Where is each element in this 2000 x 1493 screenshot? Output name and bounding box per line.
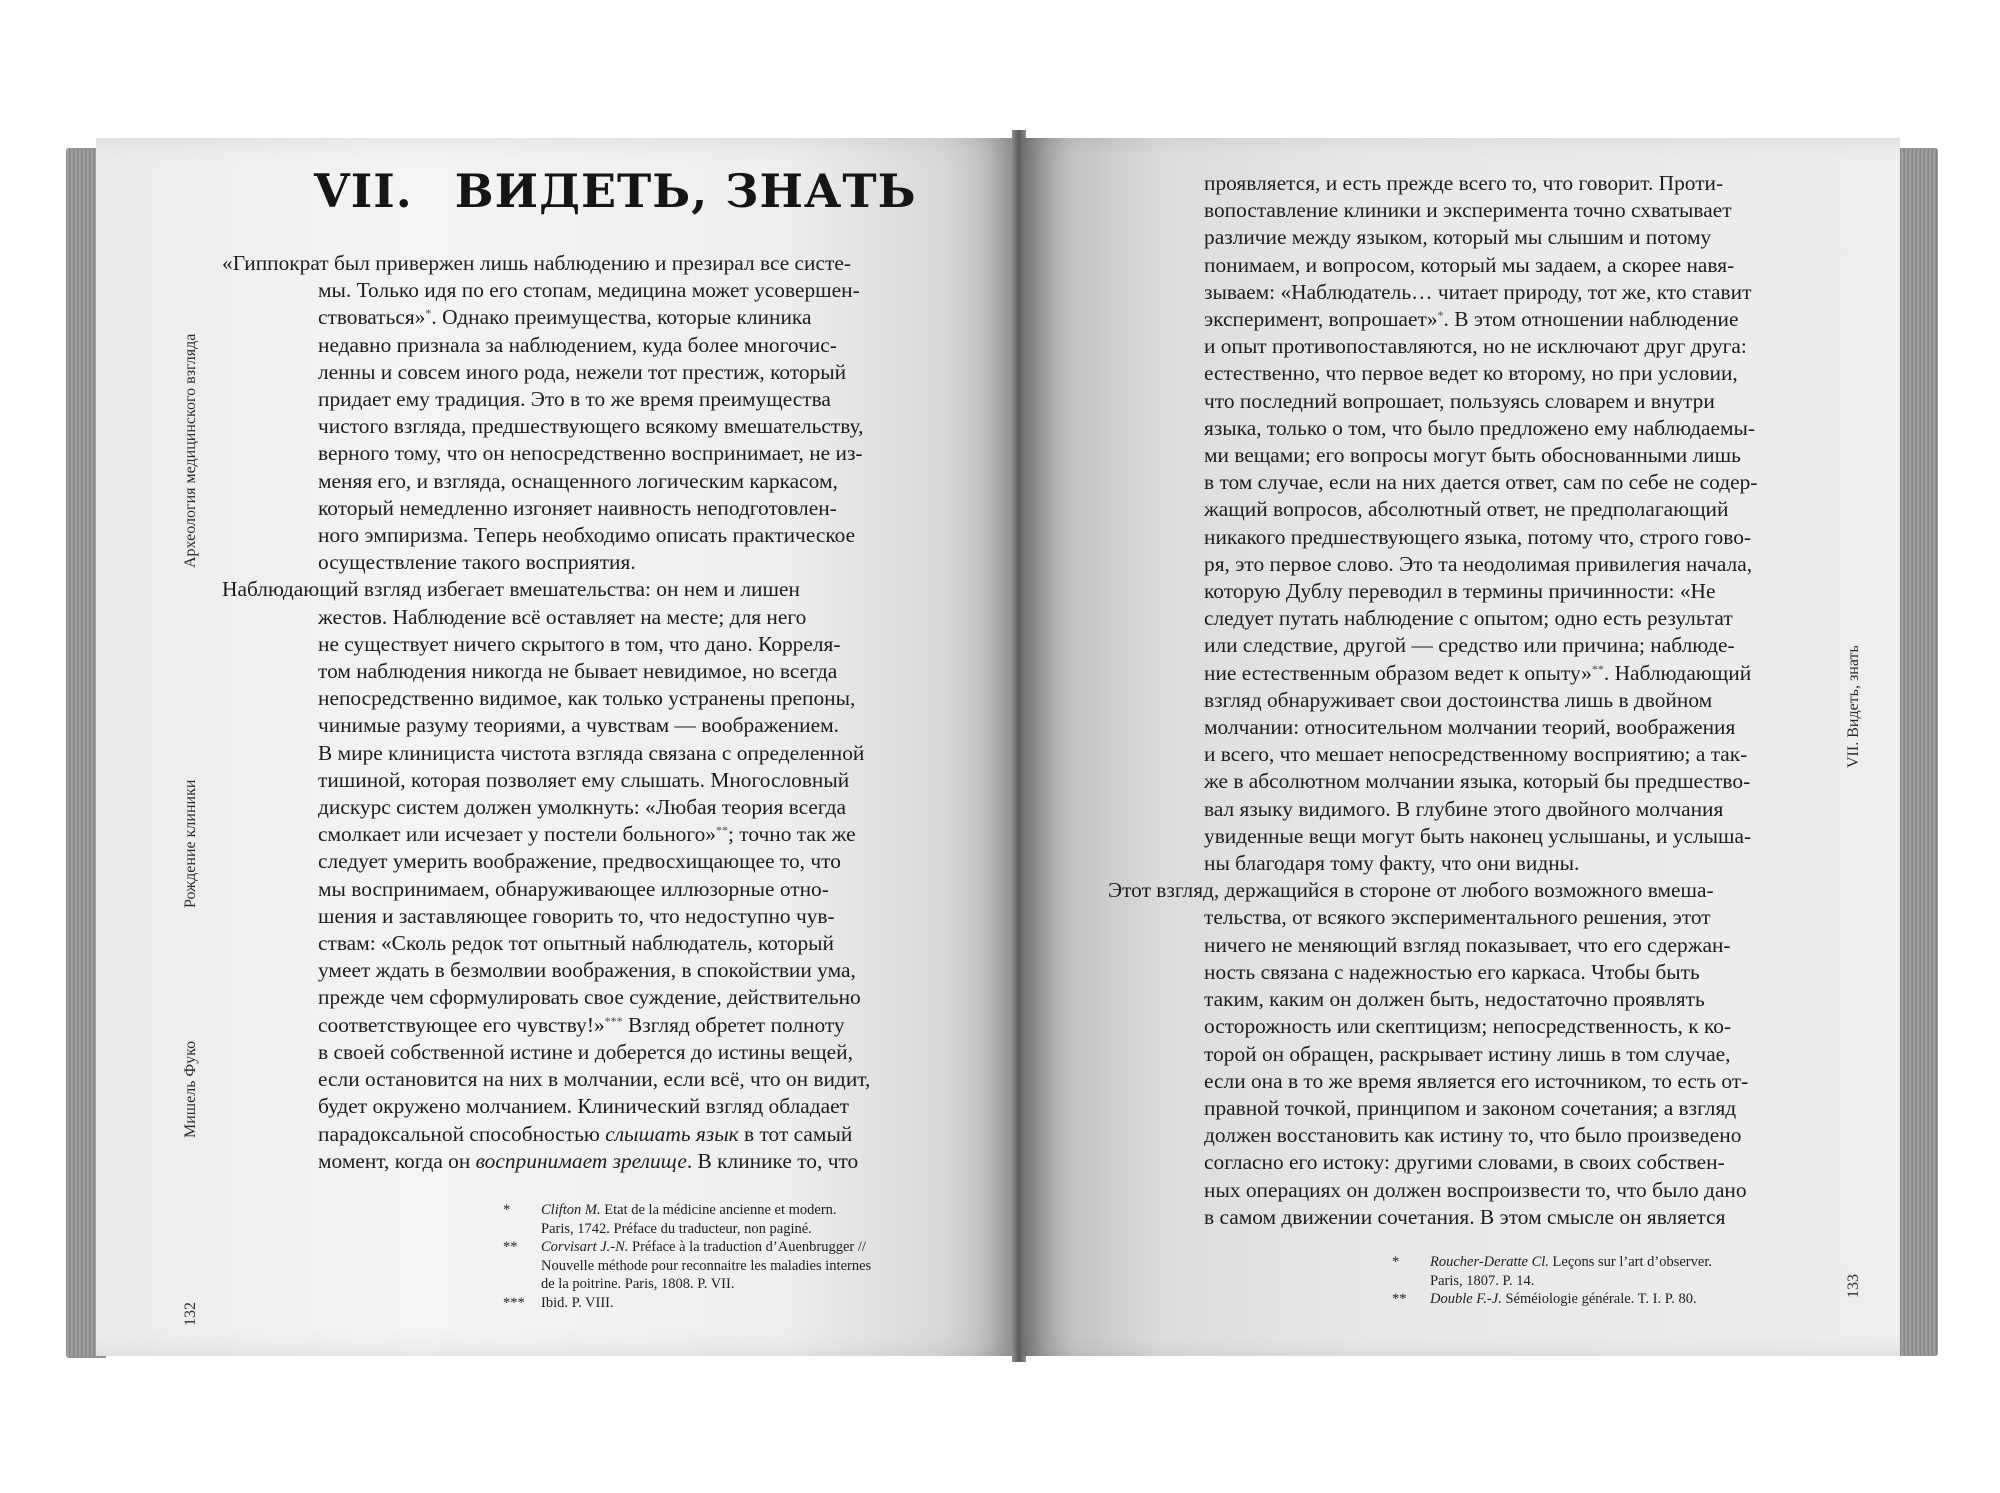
left-paragraph-1: «Гиппократ был привержен лишь наблюдению и презирал все систе- мы. Только идя по его стопам, медицина может усовершен- ствоваться»*. Однако преимущества, которые клиника недавно признала за наблюдением, куда более многочис- ленны и совсем иного рода, нежели тот престиж, который придает ему традиция. Это в то же время преимущества чистого взгляда, предшествующего всякому вмешательству, верного тому, что он непосредственно воспринимает, не из- меняя его, и взгляда, оснащенного логическим каркасом, который немедленно изгоняет наивность неподготовлен- ного эмпиризма. Теперь необходимо описать практическое осуществление такого восприятия.: [222, 251, 864, 575]
right-page-edges: [1896, 148, 1938, 1356]
left-body-text: [222, 250, 1016, 1175]
footnote-ref: ***: [604, 1013, 623, 1028]
running-head-left-bottom: Мишель Фуко: [182, 1040, 199, 1138]
footnote: * Clifton M. Etat de la médicine ancienne et modern. Paris, 1742. Préface du traducteur, non paginé.: [503, 1202, 837, 1237]
chapter-heading: [314, 164, 917, 218]
left-footnotes: [503, 1201, 943, 1312]
footnote-ref: *: [1437, 308, 1444, 323]
running-head-right: VII. Видеть, знать: [1845, 645, 1862, 768]
running-head-left-top: Археология медицинского взгляда: [182, 333, 199, 568]
footnote: * Roucher-Deratte Cl. Leçons sur l’art d’observer. Paris, 1807. P. 14.: [1392, 1254, 1712, 1289]
running-head-left-middle: Рождение клиники: [182, 779, 199, 908]
footnote: ** Corvisart J.-N. Préface à la traduction d’Auenbrugger // Nouvelle méthode pour reconnaitre les maladies internes de la poitrine. Paris, 1808. P. VII.: [503, 1239, 872, 1292]
chapter-title: ВИДЕТЬ, ЗНАТЬ: [454, 164, 917, 218]
footnote-ref: **: [715, 823, 728, 838]
right-body-text: [1108, 170, 1868, 1231]
left-paragraph-2: Наблюдающий взгляд избегает вмешательства: он нем и лишен жестов. Наблюдение всё оставляет на месте; для него не существует ничего скрытого в том, что дано. Корреля- том наблюдения никогда не бывает невидимое, но всегда непосредственно видимое, как только устранены препоны, чинимые разуму теориями, а чувствам — воображением. В мире клинициста чистота взгляда связана с определенной тишиной, которая позволяет ему слышать. Многословный дискурс систем должен умолкнуть: «Любая теория всегда смолкает или исчезает у постели больного»**; точно так же следует умерить воображение, предвосхищающее то, что мы воспринимаем, обнаруживающее иллюзорные отно- шения и заставляющее говорить то, что недоступно чув- ствам: «Сколь редок тот опытный наблюдатель, который умеет ждать в безмолвии воображения, в спокойствии ума, прежде чем сформулировать свое суждение, действительно соответствующее его чувству!»*** Взгляд обретет полноту в своей собственной истине и доберется до истины вещей, если остановится на них в молчании, если всё, что он видит, будет окружено молчанием. Клинический взгляд обладает парадоксальной способностью слышать язык в тот самый момент, когда он воспринимает зрелище. В клинике то, что: [222, 577, 871, 1173]
right-paragraph-2: Этот взгляд, держащийся в стороне от любого возможного вмеша- тельства, от всякого экспериментального решения, этот ничего не меняющий взгляд показывает, что его сдержан- ность связана с надежностью его каркаса. Чтобы быть таким, каким он должен быть, недостаточно проявлять осторожность или скептицизм; непосредственность, к ко- торой он обращен, раскрывает истину лишь в том случае, если она в то же время является его источником, то есть от- правной точкой, принципом и законом сочетания; а взгляд должен восстановить как истину то, что было произведено согласно его истоку: другими словами, в своих собствен- ных операциях он должен воспроизвести то, что было дано в самом движении сочетания. В этом смысле он является: [1108, 878, 1749, 1229]
left-page: [96, 138, 1016, 1356]
page-number-right: 133: [1845, 1274, 1862, 1298]
footnote-ref: **: [1591, 661, 1604, 676]
footnote: *** Ibid. P. VIII.: [503, 1294, 614, 1311]
right-footnotes: [1392, 1253, 1792, 1309]
right-paragraph-1: проявляется, и есть прежде всего то, что говорит. Проти- вопоставление клиники и эксперимента точно схватывает различие между языком, который мы слышим и потому понимаем, и вопросом, который мы задаем, а скорее навя- зываем: «Наблюдатель… читает природу, тот же, кто ставит эксперимент, вопрошает»*. В этом отношении наблюдение и опыт противопоставляются, но не исключают друг друга: естественно, что первое ведет ко второму, но при условии, что последний вопрошает, пользуясь словарем и внутри языка, только о том, что было предложено ему наблюдаемы- ми вещами; его вопросы могут быть обоснованными лишь в том случае, если на них дается ответ, сам по себе не содер- жащий вопросов, абсолютный ответ, не предполагающий никакого предшествующего языка, потому что, строго гово- ря, это первое слово. Это та неодолимая привилегия начала, которую Дублу переводил в термины причинности: «Не следует путать наблюдение с опытом; одно есть результат или следствие, другой — средство или причина; наблюде- ние естественным образом ведет к опыту»**. Наблюдающий взгляд обнаруживает свои достоинства лишь в двойном молчании: относительном молчании теорий, воображения и всего, что мешает непосредственному восприятию; а так- же в абсолютном молчании языка, который бы предшество- вал языку видимого. В глубине этого двойного молчания увиденные вещи могут быть наконец услышаны, и услыша- ны благодаря тому факту, что они видны.: [1204, 171, 1758, 876]
page-number-left: 132: [182, 1302, 199, 1326]
footnote: ** Double F.-J. Séméiologie générale. T. I. P. 80.: [1392, 1291, 1697, 1307]
right-page: [1022, 138, 1900, 1356]
chapter-number: VII.: [314, 164, 413, 218]
footnote-ref: *: [425, 306, 432, 321]
